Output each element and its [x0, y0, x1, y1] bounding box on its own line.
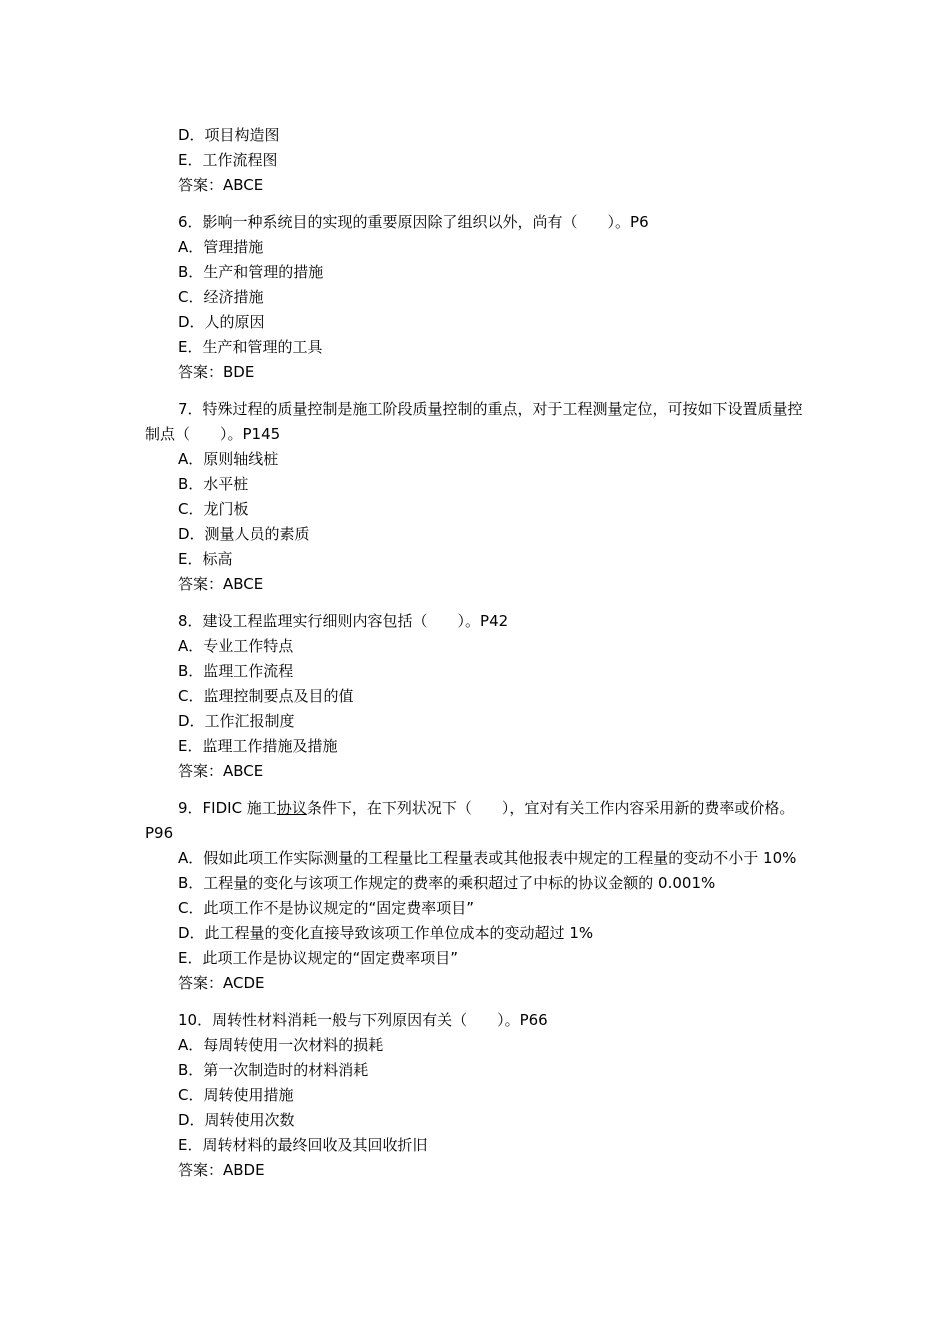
question-7	[145, 397, 810, 597]
continuation-block	[145, 123, 810, 198]
option-d: D．周转使用次数	[178, 1111, 295, 1129]
page-content	[145, 123, 810, 1183]
title-underlined-term: 协议	[276, 799, 307, 817]
question-8	[145, 609, 810, 784]
option-a: A．专业工作特点	[178, 637, 294, 655]
option-e: E．周转材料的最终回收及其回收折旧	[178, 1136, 428, 1154]
question-title: 7．特殊过程的质量控制是施工阶段质量控制的重点，对于工程测量定位，可按如下设置质量控制点（ ）。P145	[145, 400, 803, 443]
answer: 答案：ACDE	[178, 974, 265, 992]
answer: 答案：ABCE	[178, 762, 264, 780]
option-d: D．工作汇报制度	[178, 712, 295, 730]
option-a: A．原则轴线桩	[178, 450, 279, 468]
option-b: B．监理工作流程	[178, 662, 294, 680]
option-b: B．第一次制造时的材料消耗	[178, 1061, 369, 1079]
answer: 答案：ABCE	[178, 575, 264, 593]
option-a: A．每周转使用一次材料的损耗	[178, 1036, 384, 1054]
option-c: C．监理控制要点及目的值	[178, 687, 354, 705]
option-b: B．水平桩	[178, 475, 249, 493]
option-c: C．龙门板	[178, 500, 249, 518]
option-c: C．经济措施	[178, 288, 264, 306]
option-d: D．此工程量的变化直接导致该项工作单位成本的变动超过 1%	[178, 924, 594, 942]
answer: 答案：BDE	[178, 363, 255, 381]
option-a: A．假如此项工作实际测量的工程量比工程量表或其他报表中规定的工程量的变动不小于 10%	[178, 849, 797, 867]
option-d: D．人的原因	[178, 313, 265, 331]
option-a: A．管理措施	[178, 238, 264, 256]
option-e: E．此项工作是协议规定的“固定费率项目”	[178, 949, 459, 967]
title-prefix: 9．FIDIC 施工	[178, 799, 277, 817]
question-6	[145, 210, 810, 385]
answer: 答案：ABDE	[178, 1161, 265, 1179]
answer: 答案：ABCE	[178, 176, 264, 194]
option-b: B．生产和管理的措施	[178, 263, 324, 281]
option-c: C．此项工作不是协议规定的“固定费率项目”	[178, 899, 475, 917]
question-title: 10．周转性材料消耗一般与下列原因有关（ ）。P66	[178, 1011, 548, 1029]
option-e: E．工作流程图	[178, 151, 278, 169]
question-title: 8．建设工程监理实行细则内容包括（ ）。P42	[178, 612, 509, 630]
option-e: E．监理工作措施及措施	[178, 737, 338, 755]
option-c: C．周转使用措施	[178, 1086, 294, 1104]
option-e: E．生产和管理的工具	[178, 338, 323, 356]
option-d: D．测量人员的素质	[178, 525, 310, 543]
question-title	[145, 796, 810, 846]
question-10	[145, 1008, 810, 1183]
question-9	[145, 796, 810, 996]
title-suffix: 条件下，在下列状况下（ ），宜对有关工作内容采用新的费率或价格。P96	[145, 799, 795, 842]
option-b: B．工程量的变化与该项工作规定的费率的乘积超过了中标的协议金额的 0.001%	[178, 874, 716, 892]
option-e: E．标高	[178, 550, 233, 568]
option-d: D．项目构造图	[178, 126, 280, 144]
question-title: 6．影响一种系统目的实现的重要原因除了组织以外，尚有（ ）。P6	[178, 213, 649, 231]
